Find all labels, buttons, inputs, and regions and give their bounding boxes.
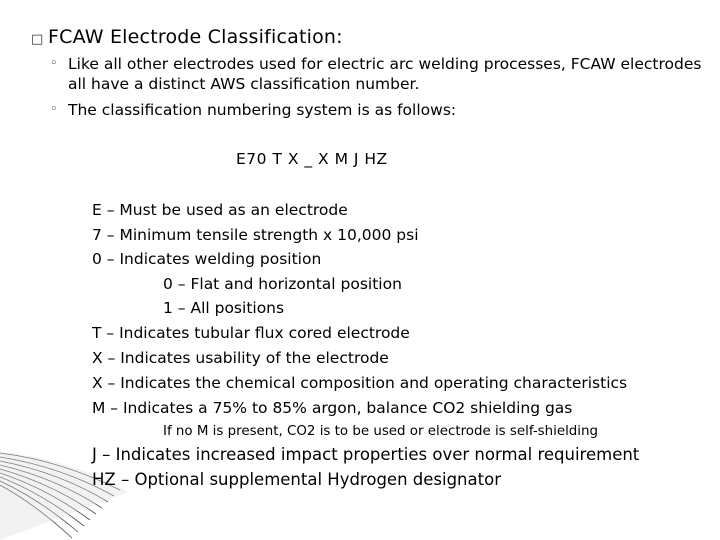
square-bullet-icon: □ — [31, 32, 44, 47]
subbullet-1-text: Like all other electrodes used for electric arc welding processes, FCAW electrodes all have a distinct AWS classification number. — [68, 55, 702, 93]
subbullet-2-text: The classification numbering system is as follows: — [68, 101, 457, 119]
definition-1-all: 1 – All positions — [163, 299, 285, 317]
definition-e: E – Must be used as an electrode — [92, 201, 348, 219]
definition-x-composition: X – Indicates the chemical composition and operating characteristics — [92, 374, 628, 392]
subbullet-1 — [50, 54, 708, 94]
definition-0: 0 – Indicates welding position — [92, 250, 322, 268]
definition-0-flat: 0 – Flat and horizontal position — [163, 275, 402, 293]
subbullet-2 — [50, 100, 708, 120]
definition-j: J – Indicates increased impact properties over normal requirement — [92, 445, 640, 464]
definition-x-usability: X – Indicates usability of the electrode — [92, 349, 389, 367]
definition-7: 7 – Minimum tensile strength x 10,000 psi — [92, 226, 419, 244]
definition-t: T – Indicates tubular flux cored electrode — [92, 324, 410, 342]
shielding-note: If no M is present, CO2 is to be used or electrode is self-shielding — [163, 424, 599, 439]
definition-hz: HZ – Optional supplemental Hydrogen designator — [92, 470, 501, 489]
slide-title: FCAW Electrode Classification: — [48, 26, 343, 48]
definition-m: M – Indicates a 75% to 85% argon, balance CO2 shielding gas — [92, 399, 573, 417]
circle-bullet-icon: ◦ — [50, 102, 58, 117]
classification-code: E70 T X _ X M J HZ — [236, 150, 388, 168]
circle-bullet-icon: ◦ — [50, 56, 58, 71]
